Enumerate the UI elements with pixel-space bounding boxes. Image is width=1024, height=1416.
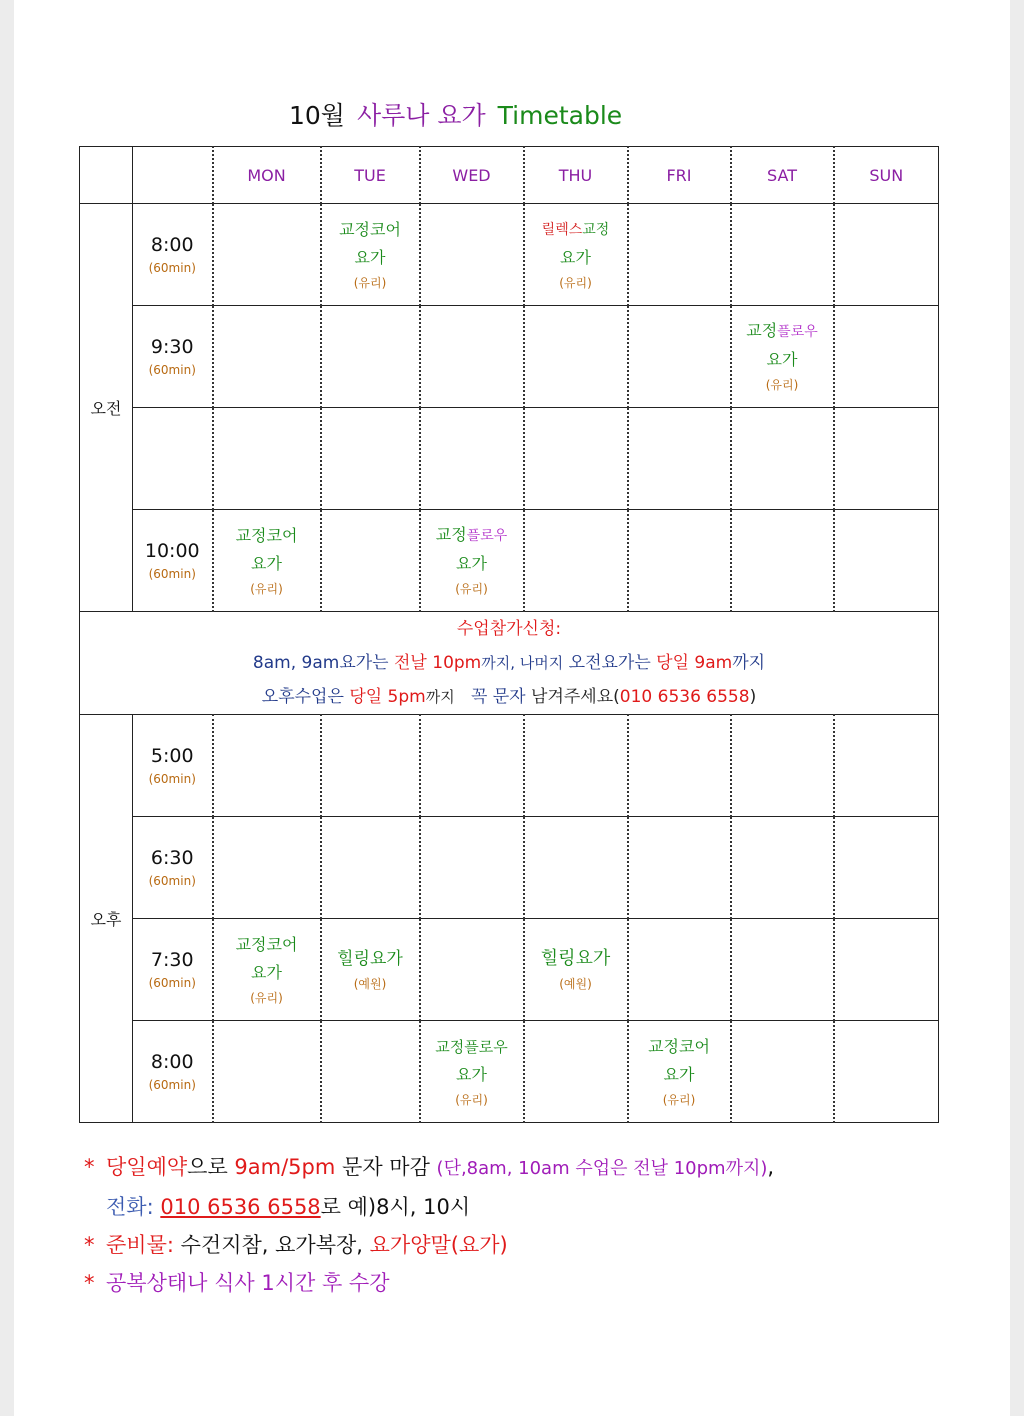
phone-number: 010 6536 6558 [160,1195,321,1219]
time-cell: 10:00 (60min) [133,510,213,612]
header-day-mon: MON [213,147,321,204]
cell-fri [628,817,731,919]
slot-row-am-0800 [80,204,939,306]
cell-sat [731,510,834,612]
timetable-sheet [14,0,1010,1416]
cell-sat [731,1021,834,1123]
timetable [79,146,939,1123]
cell-sat [731,817,834,919]
title-studio-name: 사루나 요가 [356,101,486,130]
slot-row-pm-0800 [80,1021,939,1123]
class-cell-mon: 교정코어 요가 (유리) [213,919,321,1021]
cell-sun [834,408,939,510]
note-supplies: * 준비물: 수건지참, 요가복장, 요가양말(요가) [84,1233,508,1257]
slot-row-am-1000 [80,510,939,612]
cell-sun [834,1021,939,1123]
cell-mon [213,204,321,306]
notice-row [80,612,939,715]
slot-row-pm-0730 [80,919,939,1021]
cell-wed [420,408,524,510]
header-day-tue: TUE [321,147,420,204]
cell-wed [420,306,524,408]
time-cell: 8:00 (60min) [133,1021,213,1123]
title-month: 10월 [289,101,345,130]
cell-fri [628,510,731,612]
class-cell-tue: 교정코어 요가 (유리) [321,204,420,306]
cell-sat [731,408,834,510]
class-cell-wed: 교정플로우 요가 (유리) [420,510,524,612]
cell-wed [420,817,524,919]
class-cell-thu: 릴렉스교정 요가 (유리) [524,204,628,306]
class-cell-wed: 교정플로우 요가 (유리) [420,1021,524,1123]
note-booking: * 당일예약으로 9am/5pm 문자 마감 (단,8am, 10am 수업은 전날 10pm까지), [84,1155,775,1179]
class-cell-sat: 교정플로우 요가 (유리) [731,306,834,408]
time-cell: 6:30 (60min) [133,817,213,919]
cell-sat [731,715,834,817]
cell-mon [213,1021,321,1123]
cell-sun [834,715,939,817]
cell-thu [524,510,628,612]
time-cell: 9:30 (60min) [133,306,213,408]
notice-phone: 010 6536 6558 [619,687,750,707]
note-empty-stomach: * 공복상태나 식사 1시간 후 수강 [84,1271,390,1295]
header-corner [80,147,133,204]
class-cell-thu: 힐링요가 (예원) [524,919,628,1021]
header-row [80,147,939,204]
cell-fri [628,919,731,1021]
cell-tue [321,1021,420,1123]
cell-tue [321,510,420,612]
cell-thu [524,1021,628,1123]
slot-row-pm-0630 [80,817,939,919]
header-day-wed: WED [420,147,524,204]
period-pm: 오후 [80,715,133,1123]
time-cell: 7:30 (60min) [133,919,213,1021]
cell-tue [321,817,420,919]
footer-notes [84,1148,984,1302]
slot-row-pm-0500 [80,715,939,817]
header-day-fri: FRI [628,147,731,204]
header-day-sun: SUN [834,147,939,204]
cell-sun [834,204,939,306]
cell-fri [628,306,731,408]
cell-wed [420,919,524,1021]
time-cell: 8:00 (60min) [133,204,213,306]
header-day-sat: SAT [731,147,834,204]
class-cell-fri: 교정코어 요가 (유리) [628,1021,731,1123]
cell-mon [213,306,321,408]
cell-mon [213,817,321,919]
slot-row-am-0930 [80,306,939,408]
cell-sun [834,919,939,1021]
cell-tue [321,306,420,408]
cell-thu [524,306,628,408]
time-cell: 5:00 (60min) [133,715,213,817]
cell-mon [213,408,321,510]
cell-sat [731,204,834,306]
cell-thu [524,408,628,510]
header-time [133,147,213,204]
registration-notice: 수업참가신청: 8am, 9am요가는 전날 10pm까지, 나머지 오전요가는 당일 9am까지 오후수업은 당일 5pm까지 꼭 문자 남겨주세요(010 6536 6558) [80,612,939,715]
cell-sat [731,919,834,1021]
cell-fri [628,408,731,510]
cell-sun [834,306,939,408]
page-title [14,96,1010,132]
cell-fri [628,204,731,306]
cell-tue [321,408,420,510]
cell-sun [834,817,939,919]
period-am: 오전 [80,204,133,612]
cell-thu [524,817,628,919]
class-cell-mon: 교정코어 요가 (유리) [213,510,321,612]
notice-heading: 수업참가신청: [456,619,562,639]
cell-wed [420,715,524,817]
cell-fri [628,715,731,817]
note-phone: 전화: 010 6536 6558로 예)8시, 10시 [106,1195,471,1219]
slot-row-am-empty [80,408,939,510]
cell-tue [321,715,420,817]
class-cell-tue: 힐링요가 (예원) [321,919,420,1021]
title-suffix: Timetable [497,101,623,130]
cell-wed [420,204,524,306]
time-cell [133,408,213,510]
cell-thu [524,715,628,817]
cell-mon [213,715,321,817]
cell-sun [834,510,939,612]
header-day-thu: THU [524,147,628,204]
